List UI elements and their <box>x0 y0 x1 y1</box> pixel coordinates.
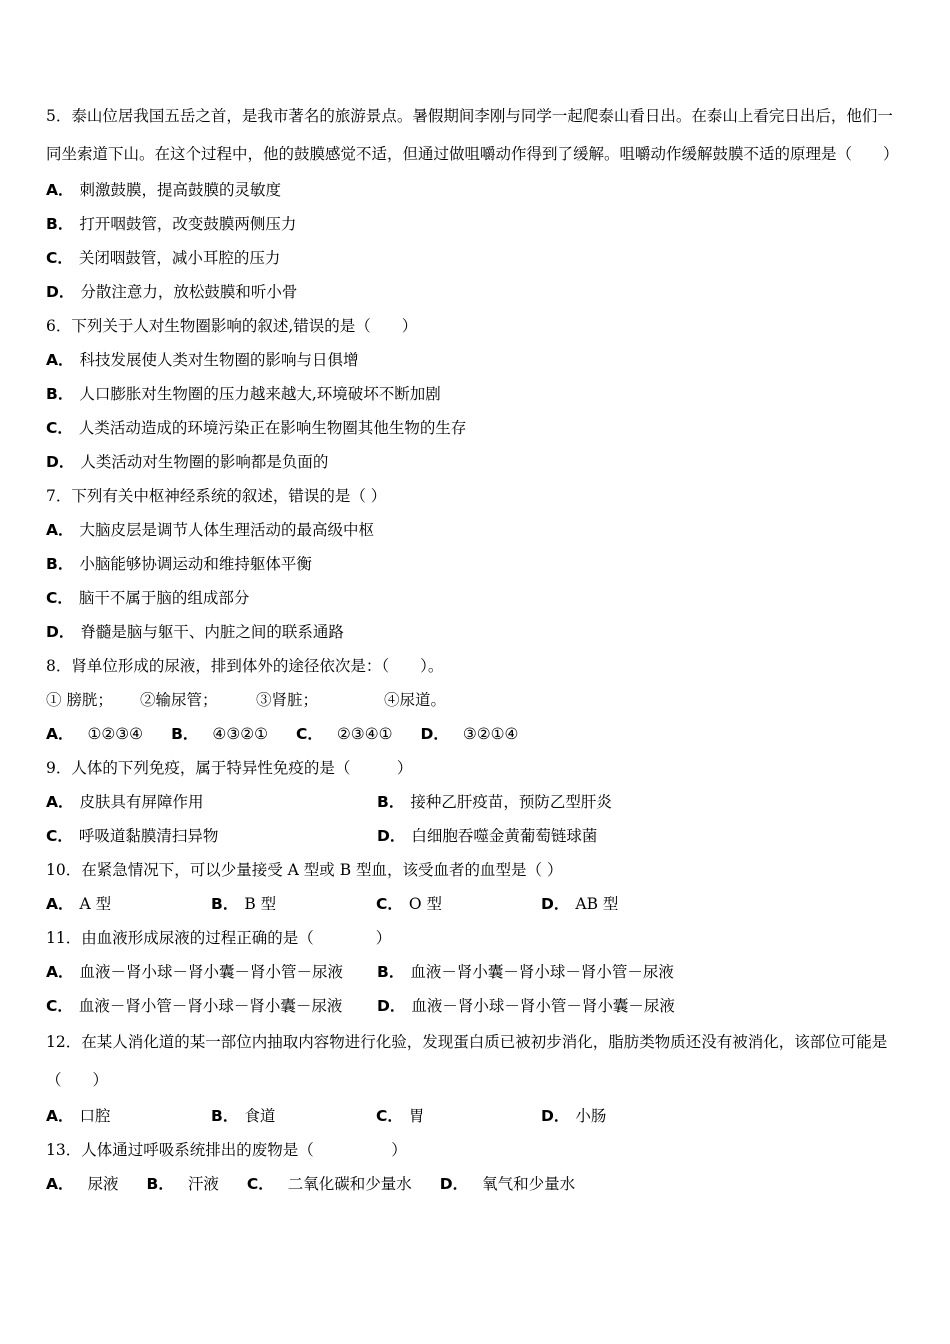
option-text: 接种乙肝疫苗，预防乙型肝炎 <box>410 793 612 811</box>
question-10-option-d <box>541 887 706 921</box>
question-6-stem: 6．下列关于人对生物圈影响的叙述,错误的是（ ） <box>46 317 418 335</box>
option-text: 科技发展使人类对生物圈的影响与日俱增 <box>79 351 359 369</box>
option-text: 小肠 <box>575 1107 607 1125</box>
question-9-stem: 9．人体的下列免疫，属于特异性免疫的是（ ） <box>46 759 413 777</box>
option-label: D． <box>377 827 406 845</box>
question-13-options <box>46 1167 908 1201</box>
option-text: 胃 <box>408 1107 425 1125</box>
question-12-options <box>46 1099 908 1133</box>
option-label: D． <box>377 997 406 1015</box>
option-text: 呼吸道黏膜清扫异物 <box>78 827 219 845</box>
question-10-stem: 10．在紧急情况下，可以少量接受 A 型或 B 型血，该受血者的血型是（ ） <box>46 861 563 879</box>
option-text: AB 型 <box>575 895 619 913</box>
question-10-options <box>46 887 908 921</box>
option-text: 血液－肾小球－肾小囊－肾小管－尿液 <box>79 963 344 981</box>
question-11-option-a <box>46 955 377 989</box>
question-9-option-d <box>377 819 708 853</box>
question-8-option-d <box>421 725 533 743</box>
question-13-option-d <box>440 1175 589 1193</box>
question-10-option-a <box>46 887 211 921</box>
option-text: 大脑皮层是调节人体生理活动的最高级中枢 <box>79 521 375 539</box>
option-label: A． <box>46 521 74 539</box>
question-8-items <box>46 683 908 717</box>
option-text: 小脑能够协调运动和维持躯体平衡 <box>79 555 312 573</box>
question-8-stem: 8．肾单位形成的尿液，排到体外的途径依次是：（ ）。 <box>46 657 444 675</box>
option-label: C． <box>376 895 403 913</box>
question-8-option-c <box>296 725 406 743</box>
option-label: D． <box>46 453 75 471</box>
question-8-option-a <box>46 725 157 743</box>
option-label: D． <box>420 725 449 743</box>
option-text: 血液－肾小管－肾小球－肾小囊－尿液 <box>78 997 343 1015</box>
option-label: A． <box>46 351 74 369</box>
option-text: 口腔 <box>79 1107 111 1125</box>
option-text: 打开咽鼓管，改变鼓膜两侧压力 <box>79 215 297 233</box>
question-9-options-row-1 <box>46 785 908 819</box>
option-label: C． <box>246 1175 274 1193</box>
question-6-option-a <box>46 343 908 377</box>
option-label: B． <box>46 385 74 403</box>
question-10-option-c <box>376 887 541 921</box>
question-6-option-b <box>46 377 908 411</box>
question-11-options-row-1 <box>46 955 908 989</box>
option-label: A． <box>46 963 74 981</box>
question-13-option-b <box>147 1175 233 1193</box>
question-7-option-c <box>46 581 908 615</box>
question-6-option-c <box>46 411 908 445</box>
question-5-option-b <box>46 207 908 241</box>
option-text: 关闭咽鼓管，减小耳腔的压力 <box>78 249 281 267</box>
option-label: C． <box>46 589 73 607</box>
option-text: 刺激鼓膜，提高鼓膜的灵敏度 <box>79 181 282 199</box>
item-3: ③肾脏； <box>256 691 319 709</box>
option-text: A 型 <box>79 895 112 913</box>
option-text: O 型 <box>408 895 443 913</box>
option-label: D． <box>541 895 570 913</box>
option-text: 食道 <box>244 1107 276 1125</box>
option-label: C． <box>46 997 73 1015</box>
option-label: B． <box>171 725 199 743</box>
question-8-options <box>46 717 908 751</box>
option-text: ④③②① <box>212 725 269 743</box>
question-13-stem: 13．人体通过呼吸系统排出的废物是（ ） <box>46 1141 407 1159</box>
question-11-option-c <box>46 989 377 1023</box>
option-label: C． <box>46 249 73 267</box>
option-text: 分散注意力，放松鼓膜和听小骨 <box>80 283 298 301</box>
question-11-stem: 11．由血液形成尿液的过程正确的是（ ） <box>46 929 392 947</box>
exam-page <box>46 97 908 1201</box>
option-text: 血液－肾小球－肾小管－肾小囊－尿液 <box>411 997 675 1015</box>
option-text: B 型 <box>244 895 277 913</box>
option-label: B． <box>146 1175 174 1193</box>
option-text: 脑干不属于脑的组成部分 <box>78 589 250 607</box>
question-9-options-row-2 <box>46 819 908 853</box>
option-label: B． <box>377 963 405 981</box>
option-label: A． <box>46 793 74 811</box>
question-8-option-b <box>171 725 282 743</box>
item-1: ① 膀胱； <box>46 691 113 709</box>
question-12-option-b <box>211 1099 376 1133</box>
option-text: 人类活动对生物圈的影响都是负面的 <box>80 453 329 471</box>
question-7-stem: 7．下列有关中枢神经系统的叙述，错误的是（ ） <box>46 487 387 505</box>
question-10-option-b <box>211 887 376 921</box>
option-label: A． <box>46 181 74 199</box>
option-label: B． <box>211 895 239 913</box>
option-label: A． <box>46 895 74 913</box>
option-label: D． <box>46 623 75 641</box>
question-5-option-a <box>46 173 908 207</box>
option-label: C． <box>376 1107 403 1125</box>
option-label: C． <box>46 827 73 845</box>
option-label: D． <box>541 1107 570 1125</box>
option-label: B． <box>46 555 74 573</box>
option-label: B． <box>377 793 405 811</box>
question-13-option-a <box>46 1175 133 1193</box>
option-text: ③②①④ <box>462 725 519 743</box>
question-9-option-c <box>46 819 377 853</box>
option-text: 人口膨胀对生物圈的压力越来越大,环境破坏不断加剧 <box>79 385 441 403</box>
question-9-option-b <box>377 785 708 819</box>
option-label: C． <box>46 419 73 437</box>
option-label: A． <box>46 725 74 743</box>
option-label: A． <box>46 1175 74 1193</box>
option-label: D． <box>46 283 75 301</box>
option-text: 脊髓是脑与躯干、内脏之间的联系通路 <box>80 623 344 641</box>
option-text: 血液－肾小囊－肾小球－肾小管－尿液 <box>410 963 674 981</box>
option-text: 白细胞吞噬金黄葡萄链球菌 <box>411 827 598 845</box>
question-6-option-d <box>46 445 908 479</box>
item-4: ④尿道。 <box>384 691 447 709</box>
question-5-option-d <box>46 275 908 309</box>
option-label: A． <box>46 1107 74 1125</box>
option-text: 皮肤具有屏障作用 <box>79 793 204 811</box>
item-2: ②输尿管； <box>140 691 218 709</box>
option-label: B． <box>211 1107 239 1125</box>
question-7-option-a <box>46 513 908 547</box>
option-text: 尿液 <box>87 1175 119 1193</box>
question-11-options-row-2 <box>46 989 908 1023</box>
option-label: B． <box>46 215 74 233</box>
option-label: D． <box>439 1175 469 1193</box>
question-5-stem: 5．泰山位居我国五岳之首，是我市著名的旅游景点。暑假期间李刚与同学一起爬泰山看日出。在泰山上看完日出后，他们一同坐索道下山。在这个过程中，他的鼓膜感觉不适，但通过做咀嚼动作得到了缓解。咀嚼动作缓解鼓膜不适的原理是（ ） <box>46 107 899 163</box>
question-7-option-d <box>46 615 908 649</box>
option-text: 二氧化碳和少量水 <box>287 1175 412 1193</box>
question-11-option-b <box>377 955 708 989</box>
option-text: 人类活动造成的环境污染正在影响生物圈其他生物的生存 <box>78 419 467 437</box>
question-11-option-d <box>377 989 708 1023</box>
question-7-option-b <box>46 547 908 581</box>
question-12-option-a <box>46 1099 211 1133</box>
question-5-option-c <box>46 241 908 275</box>
option-text: ①②③④ <box>87 725 144 743</box>
question-12-option-d <box>541 1099 706 1133</box>
question-13-option-c <box>247 1175 426 1193</box>
question-9-option-a <box>46 785 377 819</box>
option-text: 汗液 <box>187 1175 219 1193</box>
option-text: 氧气和少量水 <box>482 1175 576 1193</box>
option-text: ②③④① <box>336 725 393 743</box>
question-12-stem: 12．在某人消化道的某一部位内抽取内容物进行化验，发现蛋白质已被初步消化，脂肪类物质还没有被消化，该部位可能是（ ） <box>46 1033 888 1089</box>
option-label: C． <box>296 725 323 743</box>
question-12-option-c <box>376 1099 541 1133</box>
